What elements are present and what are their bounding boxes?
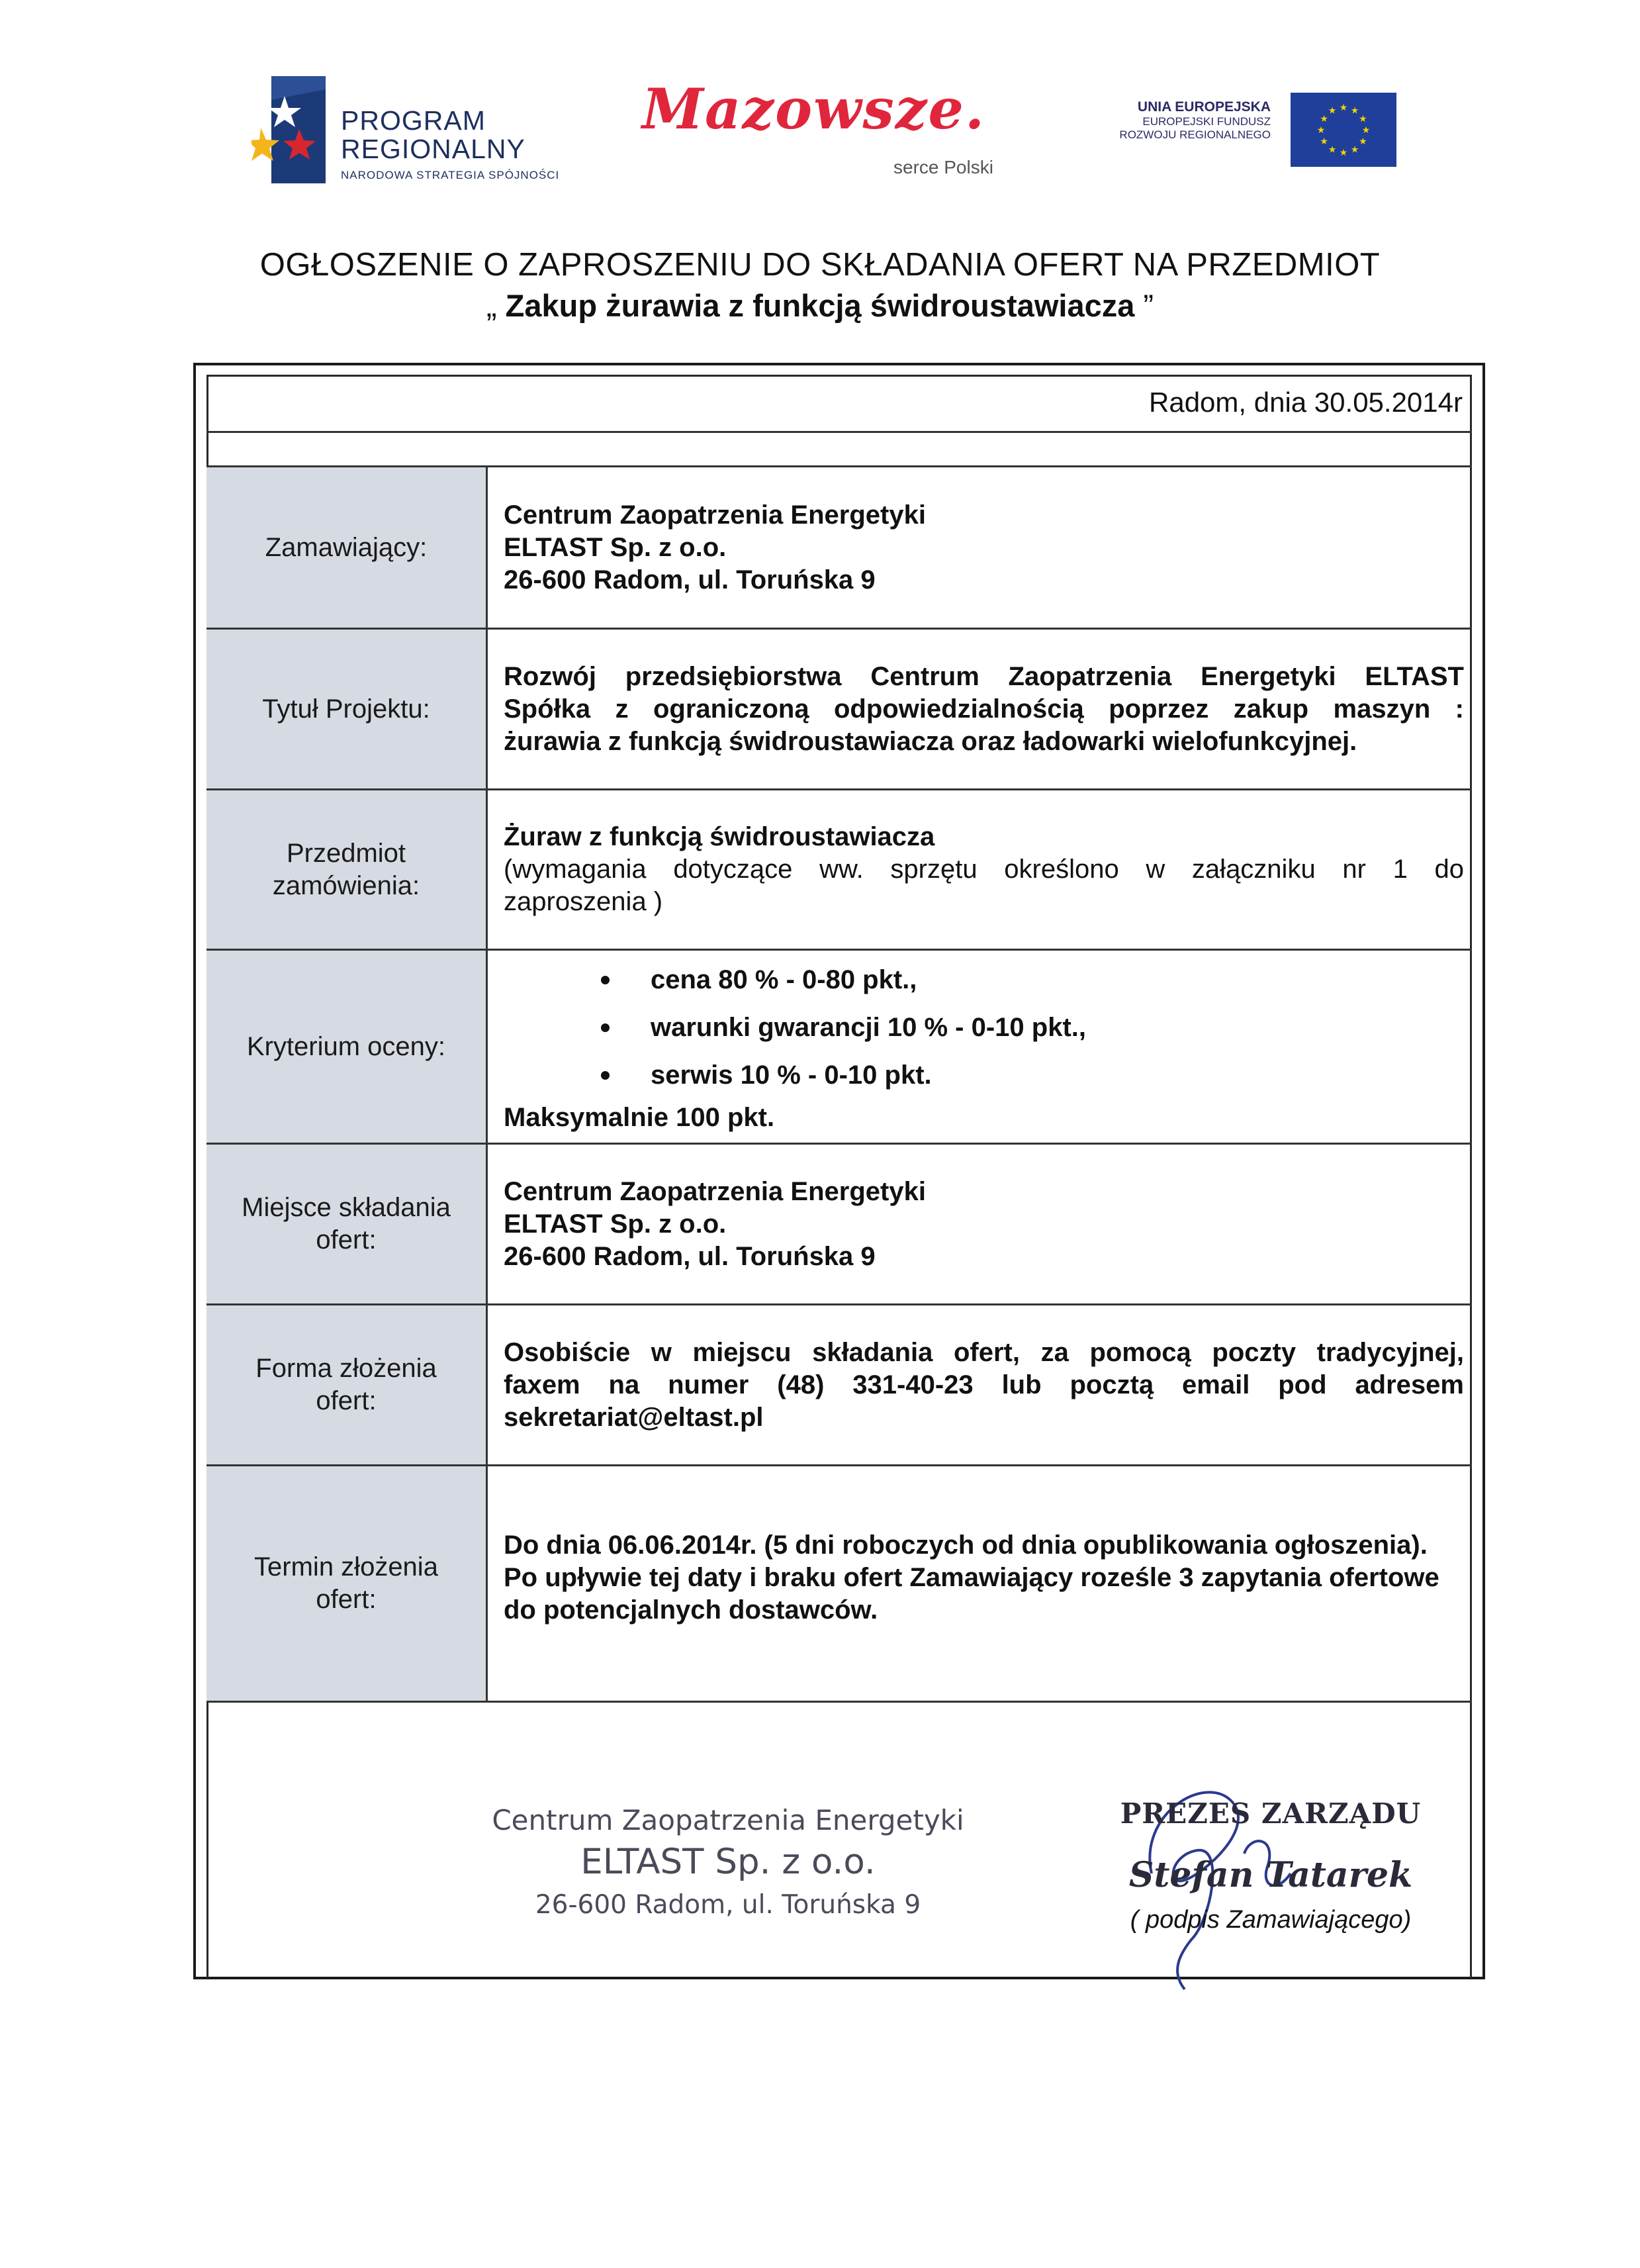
value-termin — [488, 1466, 1472, 1701]
eu-star-icon: ★ — [1320, 136, 1328, 146]
table-row-tytul — [206, 630, 1472, 790]
program-regionalny-logo — [251, 76, 609, 182]
label-kryterium: Kryterium oceny: — [206, 951, 488, 1143]
eu-star-icon: ★ — [1359, 136, 1367, 146]
program-regionalny-emblem-icon — [251, 76, 331, 185]
eu-star-icon: ★ — [1316, 124, 1326, 135]
signature-block — [1085, 1797, 1456, 1934]
bullet-icon — [601, 1071, 610, 1080]
table-row-kryterium — [206, 951, 1472, 1145]
program-title: PROGRAM — [341, 105, 486, 136]
offer-table — [206, 467, 1472, 1703]
signature-title: PREZES ZARZĄDU — [1120, 1797, 1422, 1830]
termin-line: Do dnia 06.06.2014r. (5 dni roboczych od dnia opublikowania ogłoszenia). — [504, 1531, 1428, 1560]
heading-open-quote: „ — [486, 288, 497, 323]
heading-close-quote: ” — [1143, 288, 1154, 323]
eu-star-icon: ★ — [1350, 105, 1359, 116]
value-kryterium — [488, 951, 1472, 1143]
label-termin — [206, 1466, 488, 1701]
eu-fund: EUROPEJSKI FUNDUSZ — [1142, 115, 1271, 128]
termin-line: do potencjalnych dostawców. — [504, 1595, 878, 1625]
miejsce-line: ELTAST Sp. z o.o. — [504, 1209, 727, 1239]
eu-star-icon: ★ — [1339, 147, 1348, 158]
table-row-miejsce — [206, 1145, 1472, 1305]
label-termin-line: Termin złożenia — [254, 1552, 438, 1582]
value-miejsce — [488, 1145, 1472, 1303]
forma-line: Osobiście w miejscu składania ofert, za pomocą poczty tradycyjnej, — [504, 1337, 1464, 1367]
tytul-line: Rozwój przedsiębiorstwa Centrum Zaopatrzenia Energetyki ELTAST — [504, 661, 1464, 691]
przedmiot-title: Żuraw z funkcją świdroustawiacza — [504, 822, 935, 851]
eu-star-icon: ★ — [1359, 113, 1367, 124]
eu-star-icon: ★ — [1328, 144, 1337, 155]
announcement-heading — [0, 246, 1640, 324]
table-row-przedmiot — [206, 790, 1472, 951]
value-zamawiajacy — [488, 467, 1472, 628]
heading-subject — [0, 287, 1640, 324]
tytul-line: żurawia z funkcją świdroustawiacza oraz ładowarki wielofunkcyjnej. — [504, 726, 1357, 756]
eu-title: UNIA EUROPEJSKA — [1137, 99, 1271, 115]
stamp-line1: Centrum Zaopatrzenia Energetyki — [492, 1804, 964, 1836]
zamawiajacy-line: ELTAST Sp. z o.o. — [504, 532, 727, 562]
stamp-line3: 26-600 Radom, ul. Toruńska 9 — [535, 1890, 921, 1920]
zamawiajacy-line: Centrum Zaopatrzenia Energetyki — [504, 500, 926, 530]
label-przedmiot — [206, 790, 488, 949]
label-miejsce — [206, 1145, 488, 1303]
program-strategy: NARODOWA STRATEGIA SPÓJNOŚCI — [341, 169, 560, 181]
value-forma — [488, 1305, 1472, 1464]
label-miejsce-line: Miejsce składania — [242, 1193, 451, 1222]
label-miejsce-line: ofert: — [316, 1225, 377, 1254]
criteria-item: serwis 10 % - 0-10 pkt. — [504, 1051, 1464, 1099]
przedmiot-note: (wymagania dotyczące ww. sprzętu określono w załączniku nr 1 do — [504, 855, 1464, 884]
program-subtitle: REGIONALNY — [341, 134, 525, 164]
eu-star-icon: ★ — [1339, 102, 1348, 113]
bullet-icon — [601, 976, 610, 984]
date-row — [206, 375, 1472, 433]
mazowsze-logo — [642, 76, 1013, 182]
criteria-item: cena 80 % - 0-80 pkt., — [504, 956, 1464, 1004]
criteria-item: warunki gwarancji 10 % - 0-10 pkt., — [504, 1004, 1464, 1051]
signature-name: Stefan Tatarek — [1128, 1855, 1413, 1895]
eu-fund-name: ROZWOJU REGIONALNEGO — [1119, 128, 1271, 141]
label-forma-line: ofert: — [316, 1386, 377, 1415]
table-row-forma — [206, 1305, 1472, 1466]
zamawiajacy-line: 26-600 Radom, ul. Toruńska 9 — [504, 565, 876, 594]
label-przedmiot-line: Przedmiot — [286, 838, 406, 868]
eu-flag-icon — [1291, 93, 1396, 167]
eu-star-icon: ★ — [1350, 144, 1359, 155]
document-date: Radom, dnia 30.05.2014r — [1149, 387, 1463, 418]
table-row-termin — [206, 1466, 1472, 1703]
forma-line: faxem na numer (48) 331-40-23 lub pocztą email pod adresem — [504, 1370, 1464, 1399]
przedmiot-note: zaproszenia ) — [504, 887, 663, 916]
miejsce-line: Centrum Zaopatrzenia Energetyki — [504, 1176, 926, 1206]
heading-line2: Zakup żurawia z funkcją świdroustawiacza — [505, 288, 1135, 323]
eu-star-icon: ★ — [1320, 113, 1328, 124]
value-tytul — [488, 630, 1472, 788]
value-przedmiot — [488, 790, 1472, 949]
mazowsze-tagline: serce Polski — [893, 157, 993, 177]
label-przedmiot-line: zamówienia: — [272, 871, 420, 900]
mazowsze-wordmark: Mazowsze. — [642, 76, 986, 142]
criteria-max: Maksymalnie 100 pkt. — [504, 1103, 775, 1132]
company-stamp — [477, 1804, 979, 1920]
miejsce-line: 26-600 Radom, ul. Toruńska 9 — [504, 1241, 876, 1271]
logo-strip — [251, 63, 1396, 195]
eu-star-icon: ★ — [1361, 124, 1371, 135]
eu-star-icon: ★ — [1328, 105, 1337, 116]
tytul-line: Spółka z ograniczoną odpowiedzialnością poprzez zakup maszyn : — [504, 694, 1464, 724]
label-forma — [206, 1305, 488, 1464]
bullet-icon — [601, 1023, 610, 1032]
spacer-row — [206, 433, 1472, 467]
label-termin-line: ofert: — [316, 1585, 377, 1614]
label-tytul: Tytuł Projektu: — [206, 630, 488, 788]
criteria-list — [504, 956, 1464, 1099]
label-forma-line: Forma złożenia — [255, 1354, 437, 1383]
forma-email: sekretariat@eltast.pl — [504, 1402, 764, 1432]
heading-line1: OGŁOSZENIE O ZAPROSZENIU DO SKŁADANIA OFERT NA PRZEDMIOT — [259, 247, 1381, 283]
label-zamawiajacy: Zamawiający: — [206, 467, 488, 628]
termin-line: Po upływie tej daty i braku ofert Zamawiający roześle 3 zapytania ofertowe — [504, 1563, 1439, 1592]
signature-note: ( podpis Zamawiającego) — [1130, 1906, 1412, 1934]
eu-logo — [1059, 93, 1396, 169]
stamp-line2: ELTAST Sp. z o.o. — [580, 1842, 876, 1882]
table-row-zamawiajacy — [206, 467, 1472, 630]
